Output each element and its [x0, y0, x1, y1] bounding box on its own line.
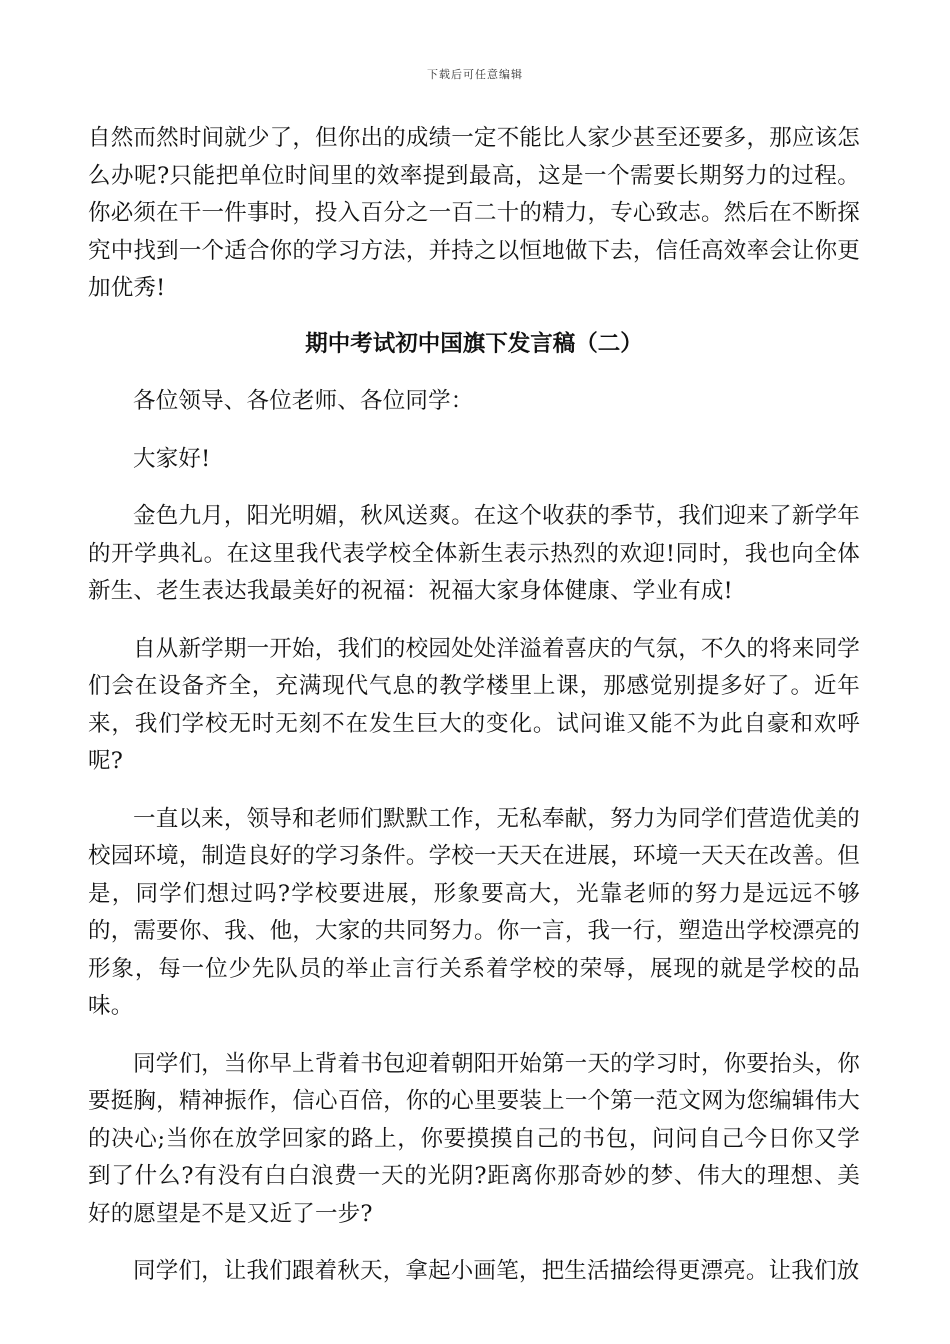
- body-paragraph: 同学们，让我们跟着秋天，拿起小画笔，把生活描绘得更漂亮。让我们放: [133, 1258, 860, 1284]
- salutation-paragraph: 各位领导、各位老师、各位同学：: [133, 388, 474, 414]
- page-header-note: 下载后可任意编辑: [427, 68, 523, 81]
- document-body: [88, 120, 860, 1291]
- body-paragraph: 同学们，当你早上背着书包迎着朝阳开始第一天的学习时，你要抬头，你要挺胸，精神振作，信心百倍，你的心里要装上一个第一范文网为您编辑伟大的决心;当你在放学回家的路上，你要摸摸自己的书包，问问自己今日你又学到了什么?有没有白白浪费一天的光阴?距离你那奇妙的梦、伟大的理想、美好的愿望是不是又近了一步?: [88, 1050, 860, 1227]
- greeting-paragraph: 大家好!: [133, 445, 211, 472]
- body-paragraph: 一直以来，领导和老师们默默工作，无私奉献，努力为同学们营造优美的校园环境，制造良好的学习条件。学校一天天在进展，环境一天天在改善。但是，同学们想过吗?学校要进展，形象要高大，光靠老师的努力是远远不够的，需要你、我、他，大家的共同努力。你一言，我一行，塑造出学校漂亮的形象，每一位少先队员的举止言行关系着学校的荣辱，展现的就是学校的品味。: [88, 805, 860, 1019]
- body-paragraph: 金色九月，阳光明媚，秋风送爽。在这个收获的季节，我们迎来了新学年的开学典礼。在这里我代表学校全体新生表示热烈的欢迎!同时，我也向全体新生、老生表达我最美好的祝福：祝福大家身体健康、学业有成!: [88, 503, 860, 604]
- body-paragraph: 自从新学期一开始，我们的校园处处洋溢着喜庆的气氛，不久的将来同学们会在设备齐全，充满现代气息的教学楼里上课，那感觉别提多好了。近年来，我们学校无时无刻不在发生巨大的变化。试问谁又能不为此自豪和欢呼呢?: [88, 635, 860, 774]
- document-title: 期中考试初中国旗下发言稿（二）: [305, 330, 643, 357]
- continuation-paragraph: 自然而然时间就少了，但你出的成绩一定不能比人家少甚至还要多，那应该怎么办呢?只能把单位时间里的效率提到最高，这是一个需要长期努力的过程。你必须在干一件事时，投入百分之一百二十的精力，专心致志。然后在不断探究中找到一个适合你的学习方法，并持之以恒地做下去，信任高效率会让你更加优秀!: [88, 125, 860, 301]
